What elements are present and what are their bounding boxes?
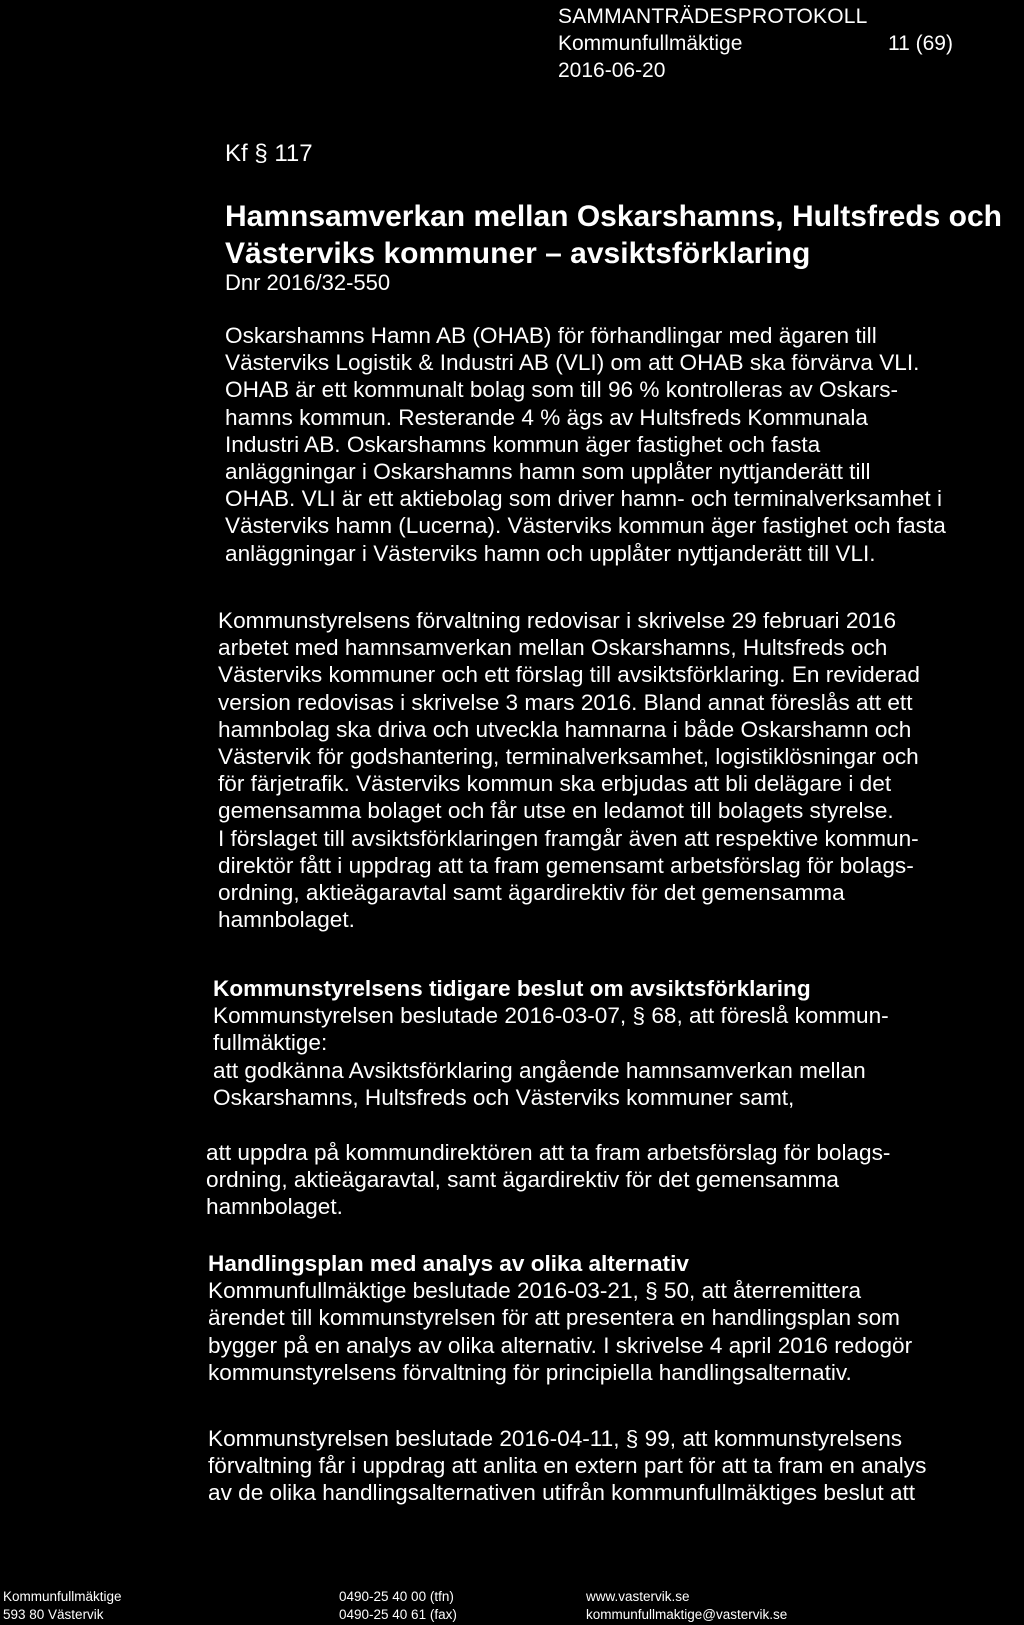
text-line: direktör fått i uppdrag att ta fram gemensamt arbetsförslag för bolags- [218,852,914,878]
text-line: ärendet till kommunstyrelsen för att presentera en handlingsplan som [208,1305,900,1331]
footer-address [3,1588,122,1624]
paragraph-action-plan [208,1250,912,1386]
section-number: Kf § 117 [225,140,313,167]
text-line: hamnbolaget. [218,907,355,933]
text-line: Västerviks hamn (Lucerna). Västerviks kommun äger fastighet och fasta [225,513,946,539]
subheading-earlier-decision: Kommunstyrelsens tidigare beslut om avsiktsförklaring [213,976,811,1001]
text-line: Västerviks kommuner och ett förslag till avsiktsförklaring. En reviderad [218,662,920,688]
text-line: arbetet med hamnsamverkan mellan Oskarshamns, Hultsfreds och [218,635,888,661]
paragraph-proposal [218,607,920,933]
text-line: för färjetrafik. Västerviks kommun ska erbjudas att bli delägare i det [218,771,892,797]
text-line: I förslaget till avsiktsförklaringen framgår även att respektive kommun- [218,825,919,851]
text-line: Kommunfullmäktige beslutade 2016-03-21, § 50, att återremittera [208,1278,862,1304]
footer-email-link[interactable]: kommunfullmaktige@vastervik.se [586,1607,788,1622]
text-line: Industri AB. Oskarshamns kommun äger fastighet och fasta [225,431,821,457]
paragraph-analysis [208,1425,926,1507]
footer-org-address: 593 80 Västervik [3,1607,104,1622]
section-title [225,198,1015,272]
text-line: Västervik för godshantering, terminalverksamhet, logistiklösningar och [218,744,919,770]
section-title-line: Hamnsamverkan mellan Oskarshamns, Hultsfreds och [225,200,1002,233]
footer-phone: 0490-25 40 00 (tfn) [339,1589,454,1604]
text-line: OHAB. VLI är ett aktiebolag som driver hamn- och terminalverksamhet i [225,486,943,512]
text-line: kommunstyrelsens förvaltning för principiella handlingsalternativ. [208,1359,852,1385]
document-type-title: SAMMANTRÄDESPROTOKOLL [558,5,868,28]
text-line: fullmäktige: [213,1030,328,1056]
text-line: Kommunstyrelsens förvaltning redovisar i skrivelse 29 februari 2016 [218,608,897,633]
header-organ: Kommunfullmäktige [558,32,743,55]
text-line: av de olika handlingsalternativen utifrån kommunfullmäktiges beslut att [208,1480,916,1506]
diary-number: Dnr 2016/32-550 [225,270,391,295]
text-line: ordning, aktieägaravtal samt ägardirektiv för det gemensamma [218,880,845,906]
text-line: OHAB är ett kommunalt bolag som till 96 % kontrolleras av Oskars- [225,377,899,403]
text-line: anläggningar i Västerviks hamn och upplåter nyttjanderätt till VLI. [225,540,876,566]
text-line: bygger på en analys av olika alternativ. I skrivelse 4 april 2016 redogör [208,1332,913,1358]
text-line: anläggningar i Oskarshamns hamn som upplåter nyttjanderätt till [225,459,871,485]
text-line: Kommunstyrelsen beslutade 2016-04-11, § 99, att kommunstyrelsens [208,1426,903,1451]
text-line: hamnbolag ska driva och utveckla hamnarna i både Oskarshamn och [218,716,912,742]
text-line: hamns kommun. Resterande 4 % ägs av Hultsfreds Kommunala [225,404,868,430]
text-line: Oskarshamns Hamn AB (OHAB) för förhandlingar med ägaren till [225,323,877,348]
text-line: Oskarshamns, Hultsfreds och Västerviks kommuner samt, [213,1084,795,1110]
text-line: Kommunstyrelsen beslutade 2016-03-07, § 68, att föreslå kommun- [213,1003,889,1029]
text-line: att uppdra på kommundirektören att ta fram arbetsförslag för bolags- [206,1140,891,1165]
text-line: gemensamma bolaget och får utse en ledamot till bolagets styrelse. [218,798,894,824]
text-line: ordning, aktieägaravtal, samt ägardirektiv för det gemensamma [206,1167,839,1193]
paragraph-background [225,322,946,567]
paragraph-assignment [206,1139,890,1221]
text-line: att godkänna Avsiktsförklaring angående hamnsamverkan mellan [213,1057,866,1083]
paragraph-earlier-decision [213,975,889,1111]
text-line: förvaltning får i uppdrag att anlita en extern part för att ta fram en analys [208,1453,927,1479]
footer-web-block [586,1588,787,1624]
text-line: hamnbolaget. [206,1194,343,1220]
footer-org-name: Kommunfullmäktige [3,1589,122,1604]
footer-phone-block [339,1588,457,1624]
footer-fax: 0490-25 40 61 (fax) [339,1607,457,1622]
section-title-line: Västerviks kommuner – avsiktsförklaring [225,237,811,270]
text-line: version redovisas i skrivelse 3 mars 2016. Bland annat föreslås att ett [218,689,913,715]
subheading-action-plan: Handlingsplan med analys av olika alternativ [208,1251,689,1276]
footer-website-link[interactable]: www.vastervik.se [586,1589,690,1604]
text-line: Västerviks Logistik & Industri AB (VLI) om att OHAB ska förvärva VLI. [225,350,920,376]
meeting-date: 2016-06-20 [558,59,666,82]
page-number: 11 (69) [888,32,953,55]
